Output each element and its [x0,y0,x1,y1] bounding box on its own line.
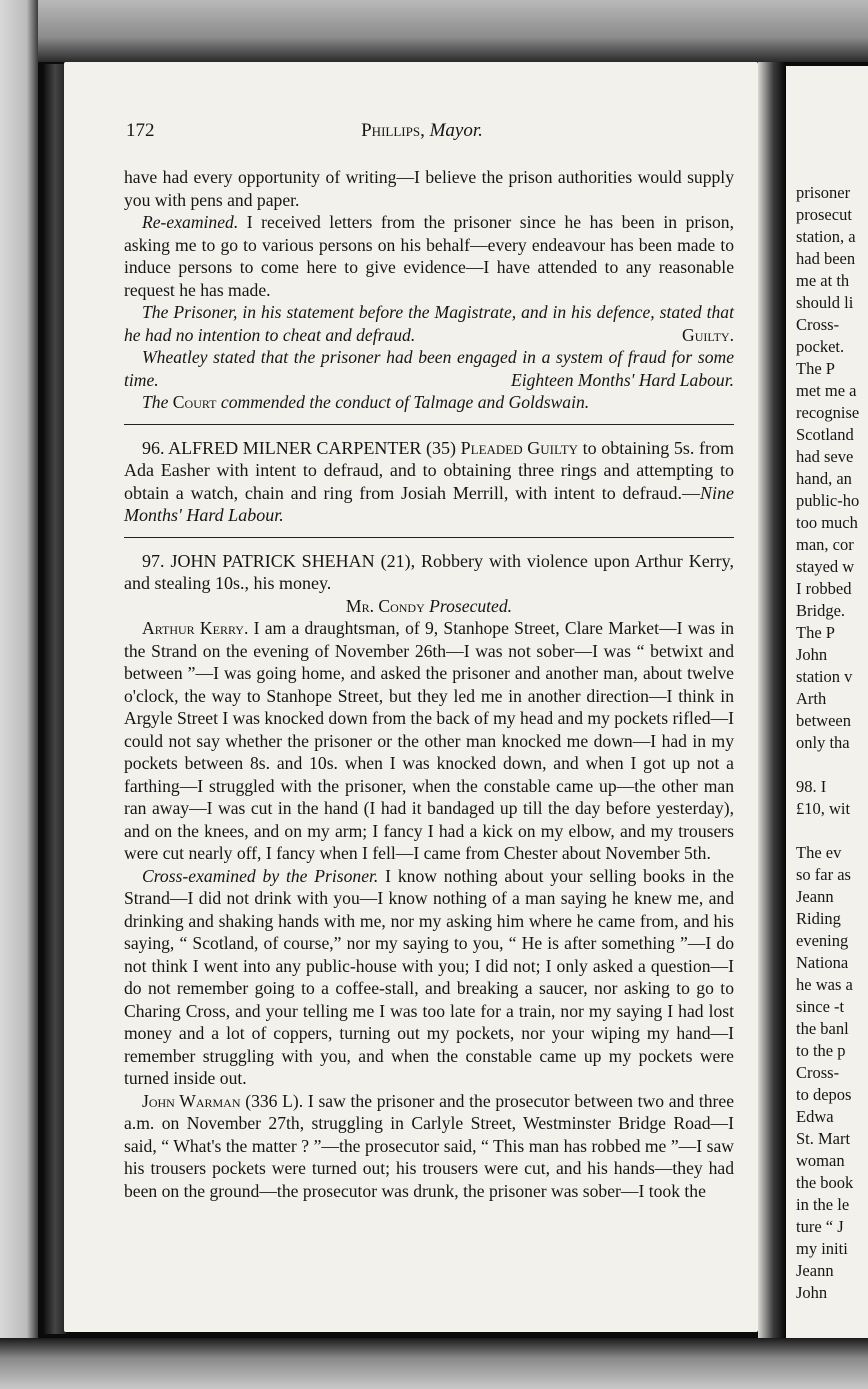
case-divider [124,537,734,538]
left-page [64,62,758,1332]
right-page-text [796,182,868,1304]
running-head: Phillips, Mayor. [361,120,483,141]
right-page-line: Bridge. [796,601,846,620]
right-page-line: station v [796,667,853,686]
right-page-line: he was a [796,975,853,994]
right-page-line: should li [796,293,854,312]
right-page-line: had seve [796,447,854,466]
right-page-line: Edwa [796,1107,834,1126]
right-page-line: woman [796,1151,845,1170]
scan-left-margin [0,0,38,1389]
right-page-line: since -t [796,997,845,1016]
right-page-line: only tha [796,733,850,752]
right-page-line: my initi [796,1239,848,1258]
case-divider [124,424,734,425]
right-page-line: recognise [796,403,860,422]
right-page-line: The P [796,623,835,642]
right-page-line: man, cor [796,535,854,554]
scan-bottom-margin [0,1338,868,1389]
right-page-line: had been [796,249,856,268]
right-page-line: Riding [796,909,841,928]
right-page-line [796,820,868,842]
right-page-line: to depos [796,1085,852,1104]
right-page-line: John [796,1283,828,1302]
right-page-line: I robbed [796,579,852,598]
right-page-line: the book [796,1173,854,1192]
right-page-line: pocket. [796,337,845,356]
court-commendation: The Court commended the conduct of Talmage and Goldswain. [142,392,590,412]
right-page-line: Nationa [796,953,849,972]
right-page-line: Jeann [796,1261,834,1280]
wheatley-statement: Wheatley stated that the prisoner had been engaged in a system of fraud for some time. Eighteen Months' Hard Labour. [124,347,734,390]
counsel-line: Mr. Condy Prosecuted. [345,595,513,616]
right-page-line: Cross- [796,315,840,334]
right-page-line: me at th [796,271,850,290]
right-page-line: met me a [796,381,857,400]
prisoner-statement: The Prisoner, in his statement before the Magistrate, and in his defence, stated that he had no intention to cheat and defraud. Guilty. [124,302,734,345]
page-body [124,166,734,1202]
book-spine-left [44,64,66,1334]
right-page-line: so far as [796,865,851,884]
sentence-eighteen-months: Eighteen Months' Hard Labour. [510,369,734,390]
right-page-line: hand, an [796,469,852,488]
right-page-line: Cross- [796,1063,840,1082]
right-page-line: Jeann [796,887,834,906]
right-page-line: public-ho [796,491,860,510]
right-page-line: Scotland [796,425,854,444]
right-page-line [796,754,868,776]
right-page-line: 98. I [796,777,827,796]
right-page-line: station, a [796,227,856,246]
right-page-line: stayed w [796,557,855,576]
right-page-line: prosecut [796,205,852,224]
right-page-line: too much [796,513,858,532]
page-header [126,120,718,142]
page-number: 172 [126,120,155,141]
right-page-line: ture “ J [796,1217,844,1236]
right-page-line: Arth [796,689,827,708]
reexamined-paragraph: Re-examined. I received letters from the prisoner since he has been in prison, asking me to go to various persons on his behalf—every endeavour has been made to induce persons to come here to give evidence—I have attended to any reasonable request he has made. [124,212,734,300]
right-page-line: prisoner [796,183,851,202]
testimony-warman: John Warman (336 L). I saw the prisoner and the prosecutor between two and three a.m. on November 27th, struggling in Carlyle Street, Westminster Bridge Road—I said, “ What's the matter ? ”—the prosecutor said, “ This man has robbed me ”—I saw his trousers pockets were turned out; his trousers were cut, and his hands—they had been on the ground—the prosecutor was drunk, the prisoner was sober—I took the [124,1090,735,1201]
right-page-line: evening [796,931,849,950]
scan-top-shadow [0,0,868,62]
book-gutter [758,62,786,1338]
continuation-paragraph: have had every opportunity of writing—I believe the prison authorities would supply you with pens and paper. [124,167,734,210]
case-97: 97. JOHN PATRICK SHEHAN (21), Robbery with violence upon Arthur Kerry, and stealing 10s., his money. [124,550,734,593]
cross-examination: Cross-examined by the Prisoner. I know nothing about your selling books in the Strand—I did not drink with you—I know nothing of a man saying he knew me, and drinking and shaking hands with me, nor my asking him where he came from, and his saying, “ Scotland, of course,” nor my saying to you, “ He is after something ”—I do not think I went into any public-house with you; I did not; I only asked a question—I do not remember going to a coffee-stall, and breaking a saucer, nor asking to go to Charing Cross, and your telling me I was too late for a train, nor my saying I had lost money and a lot of coppers, turning out my pockets, nor your wiping my hand—I remember struggling with you, and when the constable came up my pockets were turned inside out. [124,865,734,1088]
right-page-line: the banl [796,1019,849,1038]
right-page-line: to the p [796,1041,846,1060]
right-page-line: John [796,645,828,664]
right-page-line: £10, wit [796,799,851,818]
testimony-kerry: Arthur Kerry. I am a draughtsman, of 9, Stanhope Street, Clare Market—I was in the Strand on the evening of November 26th—I was not sober—I was “ betwixt and between ”—I was going home, and asked the prisoner and another man, about twelve o'clock, the way to Stanhope Street, but they led me in another direction—I think in Argyle Street I was knocked down from the back of my head and my pockets rifled—I could not say whether the prisoner or the other man knocked me down—I had in my pockets between 8s. and 10s. when I was knocked down, and when I got up not a farthing—I struggled with the prisoner, when the constable came up—the other man ran away—I was cut in the hand (I had it bandaged up till the day before yesterday), and on the knees, and on my arm; I fancy I had a kick on my elbow, and my trousers were cut nearly off, I fancy when I fell—I came from Chester about November 5th. [124,618,735,863]
right-page-edge [786,66,868,1338]
case-96: 96. ALFRED MILNER CARPENTER (35) Pleaded Guilty to obtaining 5s. from Ada Easher with intent to defraud, and to obtaining three rings and attempting to obtain a watch, chain and ring from Josiah Merrill, with intent to defraud.—Nine Months' Hard Labour. [124,437,735,525]
right-page-line: in the le [796,1195,850,1214]
verdict-guilty: Guilty. [682,324,734,345]
right-page-line: between [796,711,851,730]
right-page-line: St. Mart [796,1129,851,1148]
right-page-line: The ev [796,843,842,862]
right-page-line: The P [796,359,835,378]
